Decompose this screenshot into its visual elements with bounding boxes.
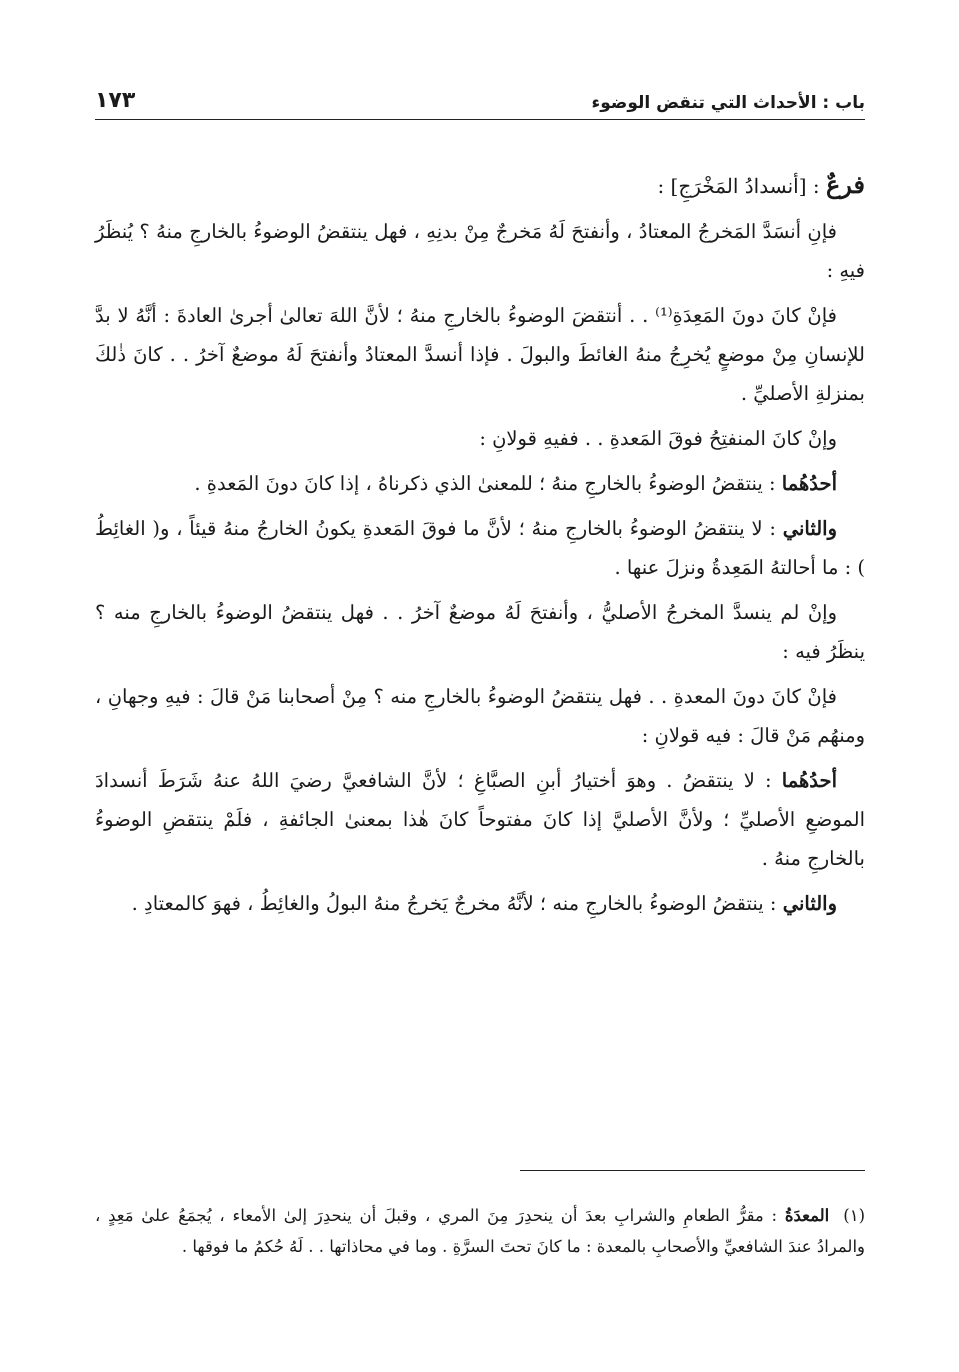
footnote-term: المعدَةُ	[784, 1206, 830, 1225]
footnotes	[95, 1200, 865, 1262]
main-text	[95, 165, 865, 929]
paragraph: فإنِ أنسَدَّ المَخرجُ المعتادُ ، وأنفتحَ لَهُ مَخرجٌ مِنْ بدنِهِ ، فهل ينتقضُ الوضوءُ بالخارجِ منهُ ؟ يُنظَرُ فيهِ :	[95, 220, 865, 282]
paragraph: وإنْ كانَ المنفتِحُ فوقَ المَعدةِ . . ففيهِ قولانِ :	[479, 427, 837, 450]
footnote-item	[95, 1200, 865, 1262]
page-number: ١٧٣	[95, 88, 136, 113]
section-heading-lead: فرعٌ	[825, 170, 865, 199]
paragraph-lead: والثاني	[782, 517, 837, 540]
page-header	[95, 80, 865, 120]
footnote-divider	[520, 1170, 865, 1171]
paragraph: أحدُهُما : لا ينتقضُ . وهوَ أختيارُ أبنِ الصبَّاغِ ؛ لأنَّ الشافعيَّ رضيَ اللهُ عنهُ شَرَطَ أنسدادَ الموضعِ الأصليِّ ؛ ولأنَّ الأصليَّ إذا كانَ مفتوحاً كانَ هٰذا بمعنىٰ الجائفةِ ، فلَمْ ينتقضِ الوضوءُ بالخارجِ منهُ .	[95, 769, 865, 870]
running-head: باب : الأحداث التي تنقض الوضوء	[591, 93, 865, 113]
paragraph-lead: أحدُهُما	[781, 472, 837, 495]
footnote-text: : مقرُّ الطعامِ والشرابِ بعدَ أن ينحدِرَ مِنَ المري ، وقبلَ أن ينحدِرَ إلىٰ الأمعاء ، يُجمَعُ علىٰ مَعِدٍ ، والمرادُ عندَ الشافعيِّ والأصحابِ بالمعدة : ما كانَ تحتَ السرَّةِ . وما في محاذاتها . . لَهُ حُكمُ ما فوقها .	[95, 1206, 865, 1256]
paragraph: فإنْ كانَ دونَ المَعِدَةِ⁽¹⁾ . . أنتقضَ الوضوءُ بالخارجِ منهُ ؛ لأنَّ اللهَ تعالىٰ أجرىٰ العادةَ : أنَّهُ لا بدَّ للإنسانِ مِنْ موضعٍ يُخرِجُ منهُ الغائطَ والبولَ . فإذا أنسدَّ المعتادُ وأنفتحَ لَهُ موضعٌ آخرُ . . كانَ ذٰلكَ بمنزلةِ الأصليِّ .	[95, 304, 865, 405]
paragraph: فإنْ كانَ دونَ المعدةِ . . فهل ينتقضُ الوضوءُ بالخارجِ منه ؟ مِنْ أصحابنا مَنْ قالَ : فيهِ وجهانِ ، ومنهُم مَنْ قالَ : فيه قولانِ :	[95, 685, 865, 747]
paragraph: والثاني : لا ينتقضُ الوضوءُ بالخارجِ منهُ ؛ لأنَّ ما فوقَ المَعدةِ يكونُ الخارجُ منهُ قيئاً ، و( الغائِطُ ) : ما أحالتهُ المَعِدةُ ونزلَ عنها .	[95, 517, 865, 579]
paragraph: وإنْ لم ينسدَّ المخرجُ الأصليُّ ، وأنفتحَ لَهُ موضعٌ آخرُ . . فهل ينتقضُ الوضوءُ بالخارجِ منه ؟ ينظَرُ فيه :	[95, 601, 865, 663]
paragraph: أحدُهُما : ينتقضُ الوضوءُ بالخارجِ منهُ ؛ للمعنىٰ الذي ذكرناهُ ، إذا كانَ دونَ المَعدةِ .	[194, 472, 837, 495]
paragraph-lead: والثاني	[782, 892, 837, 915]
book-page	[95, 80, 865, 1350]
paragraph: والثاني : ينتقضُ الوضوءُ بالخارجِ منه ؛ لأنَّهُ مخرجٌ يَخرجُ منهُ البولُ والغائِطُ ، فهوَ كالمعتادِ .	[131, 892, 837, 915]
paragraph-lead: أحدُهُما	[781, 769, 837, 792]
section-heading-title: : [أنسدادُ المَخْرَجِ] :	[657, 174, 826, 198]
section-heading	[95, 165, 865, 206]
footnote-number: (١)	[843, 1206, 865, 1225]
